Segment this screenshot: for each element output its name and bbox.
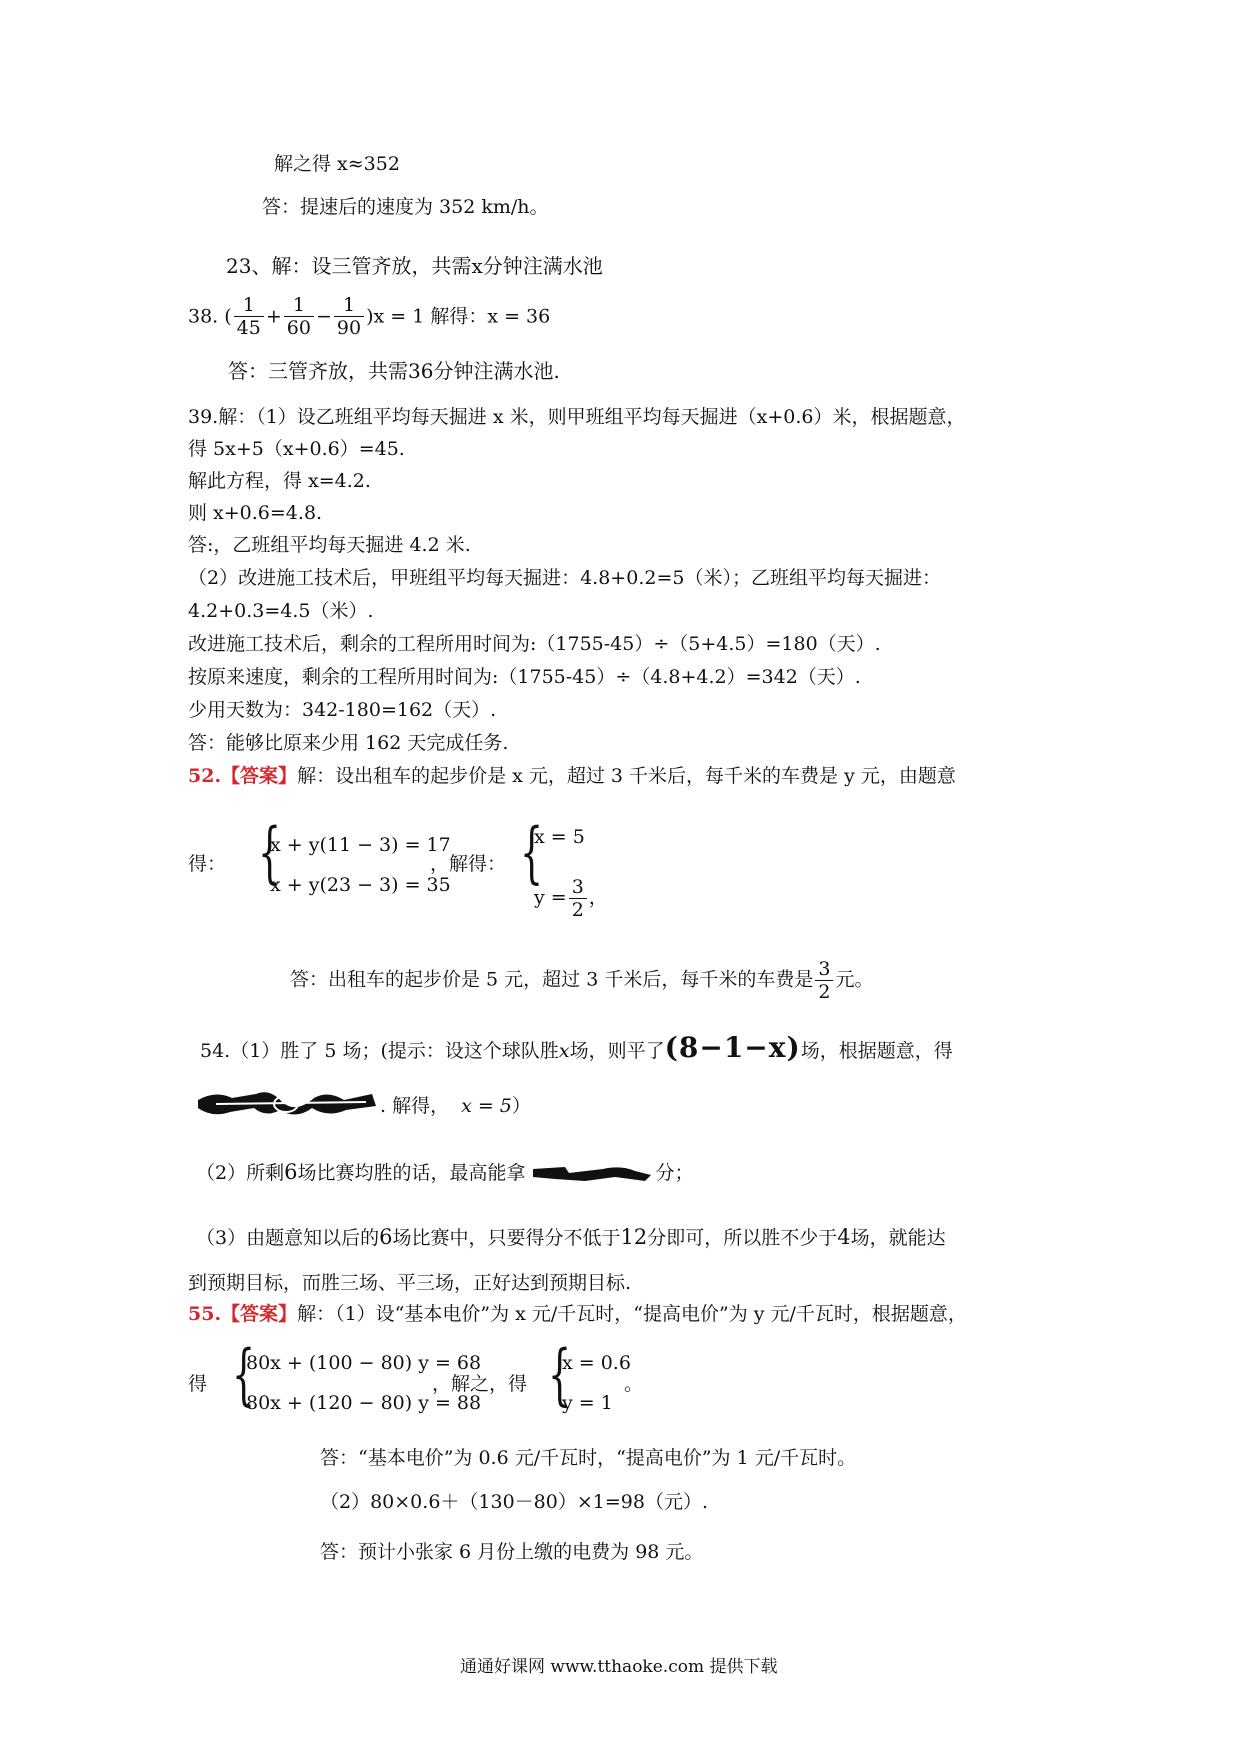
problem-54-line-2: [380, 1094, 531, 1118]
p54-solve-label: . 解得，: [380, 1095, 450, 1117]
p54-solution: x = 5: [461, 1095, 512, 1117]
solution-line: [274, 152, 400, 176]
problem-39-line-3: 解此方程，得 x=4.2.: [188, 470, 371, 492]
solution-52-x: x = 5: [534, 826, 585, 848]
solve-label-52: ，解得：: [430, 853, 507, 875]
brace-solution-52: {: [520, 814, 544, 891]
text-answer-38: 答：三管齐放，共需36分钟注满水池.: [228, 359, 560, 383]
problem-39-line-8: 改进施工技术后，剩余的工程所用时间为:（1755-45）÷（5+4.5）=180（天）.: [188, 633, 881, 655]
system-lead-52: 得：: [188, 853, 227, 875]
problem-55-line: [188, 1302, 967, 1326]
p54-3-text-b: 场比赛中，只要得分不低于: [392, 1227, 621, 1249]
period-55: 。: [624, 1373, 644, 1395]
problem-38-equation: [188, 294, 550, 339]
frac-num: 3: [569, 876, 587, 899]
answer-52-text: 答：出租车的起步价是 5 元，超过 3 千米后，每千米的车费是: [290, 968, 814, 991]
brace-system-52: {: [258, 814, 282, 891]
equation-55-1: 80x + (100 − 80) y = 68: [246, 1352, 482, 1374]
p54-3-num-3: 4: [837, 1225, 851, 1249]
problem-39-line-4: 则 x+0.6=4.8.: [188, 502, 323, 524]
problem-52-text: 解：设出租车的起步价是 x 元，超过 3 千米后，每千米的车费是 y 元，由题意: [297, 765, 956, 787]
problem-39-line-10: 少用天数为：342-180=162（天）.: [188, 699, 497, 721]
text-solve-result: 解之得 x≈352: [274, 153, 400, 175]
problem-39-line-1: 39.解：（1）设乙班组平均每天掘进 x 米，则甲班组平均每天掘进（x+0.6）米，根据题意，: [188, 406, 966, 428]
problem-54-line-5: 到预期目标，而胜三场、平三场，正好达到预期目标.: [188, 1272, 632, 1294]
answer-line: [262, 195, 549, 219]
answer-52-end: 元。: [835, 968, 874, 991]
fraction-1-60: [284, 294, 314, 339]
problem-54-line-3: [196, 1160, 694, 1185]
answer-38: [228, 359, 560, 383]
text-answer-speed: 答：提速后的速度为 352 km/h。: [262, 196, 549, 218]
problem-54-line-4: [196, 1225, 946, 1250]
p54-3-text-d: 场，就能达: [850, 1227, 946, 1249]
problem-55-text: 解：（1）设“基本电价”为 x 元/千瓦时，“提高电价”为 y 元/千瓦时，根据题意，: [297, 1303, 967, 1325]
problem-52-line: [188, 764, 956, 788]
problem-54-line-1: [200, 1031, 953, 1064]
p54-text-c: 场，根据题意，得: [800, 1040, 953, 1062]
answer-55-2: 答：预计小张家 6 月份上缴的电费为 98 元。: [320, 1541, 704, 1563]
solution-55-y: y = 1: [562, 1392, 613, 1414]
problem-55-part-2: （2）80×0.6＋（130－80）×1=98（元）.: [320, 1491, 708, 1513]
p54-close-paren: ）: [511, 1095, 531, 1117]
brace-solution-55: {: [548, 1336, 572, 1413]
p54-var-x: x: [558, 1040, 570, 1062]
equation-52-1: x + y(11 − 3) = 17: [270, 834, 451, 856]
solve-label-55: ，解之，得: [432, 1373, 528, 1395]
text-problem-23: 23、解：设三管齐放，共需x分钟注满水池: [226, 254, 603, 278]
p54-2-text-a: （2）所剩: [196, 1162, 285, 1184]
answer-tag-52: 52.【答案】: [188, 765, 298, 787]
problem-39-line-6: （2）改进施工技术后，甲班组平均每天掘进：4.8+0.2=5（米）；乙班组平均每天掘进：: [188, 567, 941, 589]
garbled-points-image: [525, 1163, 655, 1185]
page-footer: 通通好课网 www.tthaoke.com 提供下载: [460, 1657, 778, 1677]
answer-52: [290, 958, 873, 1003]
frac-num: 1: [334, 294, 364, 317]
plus-sign: +: [265, 305, 282, 328]
answer-tag-55: 55.【答案】: [188, 1303, 298, 1325]
equation-55-2: 80x + (120 − 80) y = 88: [246, 1392, 482, 1414]
fraction-1-45: [234, 294, 264, 339]
comma: ，: [588, 886, 608, 909]
p54-text-a: 54.（1）胜了 5 场；(提示：设这个球队胜: [200, 1040, 559, 1062]
problem-39-line-9: 按原来速度，剩余的工程所用时间为:（1755-45）÷（4.8+4.2）=342（天）.: [188, 666, 861, 688]
p54-expr: (8−1−x): [664, 1031, 801, 1064]
garbled-equation-image: [196, 1084, 381, 1124]
answer-55-1: 答：“基本电价”为 0.6 元/千瓦时，“提高电价”为 1 元/千瓦时。: [320, 1447, 857, 1469]
fraction-3-2-answer: [815, 958, 833, 1003]
frac-num: 3: [815, 958, 833, 981]
eq-prefix: 38. (: [188, 305, 232, 328]
frac-den: 90: [336, 317, 362, 339]
p54-3-num-1: 6: [379, 1225, 393, 1249]
frac-num: 1: [284, 294, 314, 317]
p54-text-b: 场，则平了: [569, 1040, 665, 1062]
system-lead-55: 得: [188, 1373, 208, 1395]
frac-den: 45: [236, 317, 261, 339]
brace-system-55: {: [232, 1336, 256, 1413]
p54-2-text-c: 分；: [655, 1162, 694, 1184]
fraction-3-2: [569, 876, 587, 921]
frac-den: 2: [571, 899, 584, 921]
frac-den: 2: [818, 981, 831, 1003]
problem-39-line-7: 4.2+0.3=4.5（米）.: [188, 600, 374, 622]
p54-3-text-c: 分即可，所以胜不少于: [647, 1227, 838, 1249]
frac-num: 1: [234, 294, 264, 317]
problem-39-line-2: 得 5x+5（x+0.6）=45.: [188, 438, 405, 460]
p54-2-text-b: 场比赛均胜的话，最高能拿: [297, 1162, 526, 1184]
fraction-1-90: [334, 294, 364, 339]
minus-sign: −: [315, 305, 332, 328]
p54-2-num: 6: [284, 1160, 298, 1184]
problem-23-line: [226, 254, 603, 278]
solution-55-x: x = 0.6: [562, 1352, 631, 1374]
eq-suffix: )x = 1 解得：x = 36: [366, 305, 551, 328]
equation-52-2: x + y(23 − 3) = 35: [270, 874, 451, 896]
problem-39-line-5: 答:，乙班组平均每天掘进 4.2 米.: [188, 534, 471, 556]
p54-3-num-2: 12: [620, 1225, 648, 1249]
p54-3-text-a: （3）由题意知以后的: [196, 1227, 380, 1249]
frac-den: 60: [286, 317, 311, 339]
solution-52-y: [534, 876, 608, 921]
y-equals: y =: [534, 886, 567, 909]
problem-39-line-11: 答：能够比原来少用 162 天完成任务.: [188, 732, 509, 754]
